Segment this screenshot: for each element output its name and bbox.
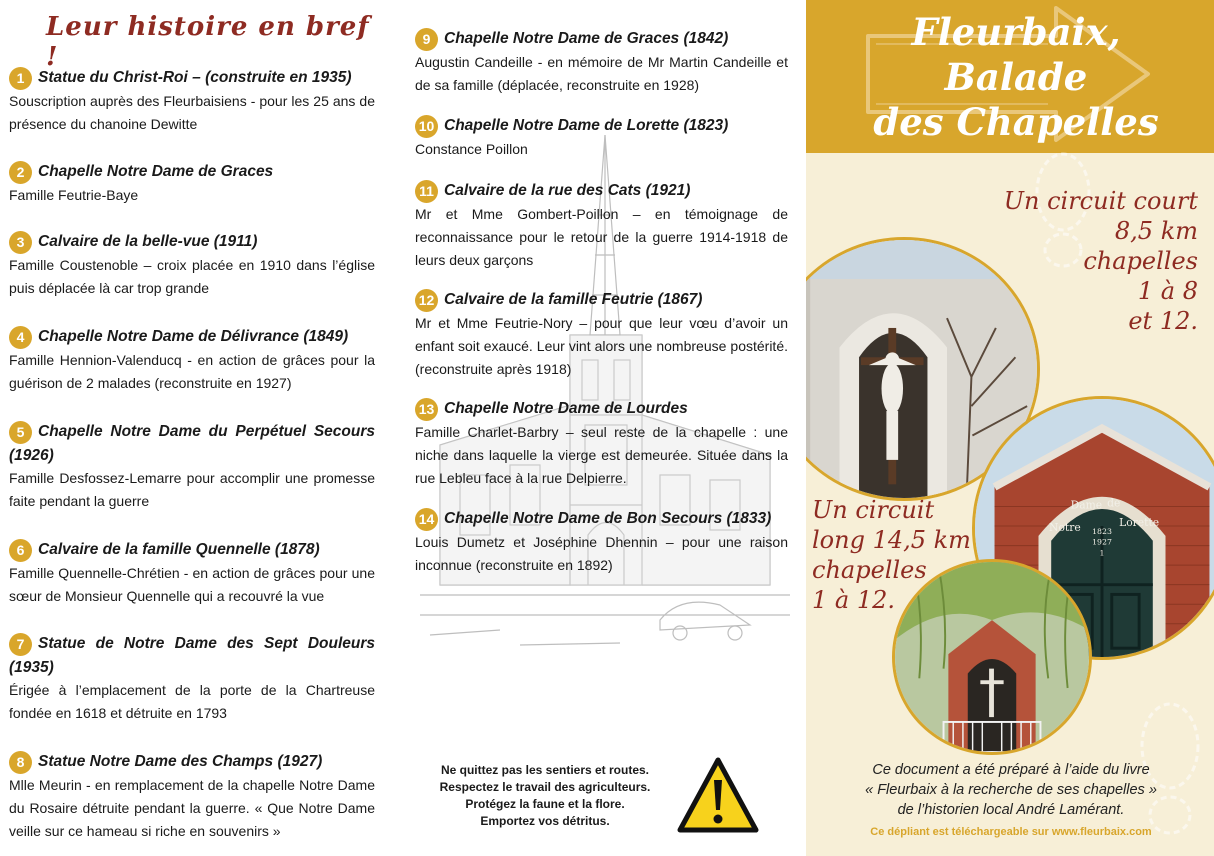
number-badge: 3	[9, 231, 32, 254]
entry-description: Famille Hennion-Valenducq - en action de grâces pour la guérison de 2 malades (reconstruite en 1927)	[9, 352, 375, 391]
entry-description: Louis Dumetz et Joséphine Dhennin – pour une raison inconnue (reconstruite en 1892)	[415, 534, 788, 573]
list-item	[9, 325, 375, 395]
number-badge: 2	[9, 161, 32, 184]
entry-description: Érigée à l’emplacement de la porte de la Chartreuse fondée en 1618 et détruite en 1793	[9, 682, 375, 721]
chapel-inscription-text: Dame	[1070, 498, 1103, 512]
entry-description: Mlle Meurin - en remplacement de la chapelle Notre Dame du Rosaire détruite pendant la guerre. « Que Notre Dame veille sur ce hameau si riche en souvenirs »	[9, 777, 375, 839]
entry-description: Famille Quennelle-Chrétien - en action de grâces pour une sœur de Monsieur Quennelle qui a recouvré la vue	[9, 565, 375, 604]
list-item	[9, 160, 375, 207]
list-item	[415, 288, 788, 381]
entry-description: Famille Charlet-Barbry – seul reste de la chapelle : une niche dans laquelle la vierge est demeurée. Située dans la rue Lebleu face à la rue Delpierre.	[415, 424, 788, 486]
entry-description: Augustin Candeille - en mémoire de Mr Martin Candeille et de sa famille (déplacée, reconstruite en 1928)	[415, 54, 788, 93]
list-item	[415, 114, 788, 161]
chapel-date-text: 1	[1099, 548, 1105, 558]
entry-title: Calvaire de la rue des Cats (1921)	[444, 182, 691, 199]
warning-icon	[676, 756, 760, 834]
entry-title: Chapelle Notre Dame de Lourdes	[444, 400, 688, 417]
number-badge: 11	[415, 180, 438, 203]
chapel-date-text: 1927	[1092, 537, 1112, 547]
download-note: Ce dépliant est téléchargeable sur www.fleurbaix.com	[870, 826, 1152, 838]
entry-title: Chapelle Notre Dame de Graces	[38, 163, 274, 180]
chapel-inscription-text: de	[1107, 496, 1121, 510]
list-item	[9, 420, 375, 513]
number-badge: 8	[9, 751, 32, 774]
left-column	[0, 0, 390, 856]
entry-title: Statue de Notre Dame des Sept Douleurs (1935)	[9, 635, 375, 676]
entry-title: Statue Notre Dame des Champs (1927)	[38, 753, 323, 770]
number-badge: 1	[9, 67, 32, 90]
entry-title: Calvaire de la belle-vue (1911)	[38, 233, 258, 250]
entry-description: Famille Coustenoble – croix placée en 1910 dans l’église puis déplacée là car trop grande	[9, 257, 375, 296]
credit-text: Ce document a été préparé à l’aide du livre « Fleurbaix à la recherche de ses chapelles » de l’historien local André Lamérant.	[865, 762, 1157, 818]
section-heading: Leur histoire en bref !	[46, 12, 370, 72]
list-item	[9, 750, 375, 843]
entry-description: Famille Desfossez-Lemarre pour accomplir une promesse faite pendant la guerre	[9, 470, 375, 509]
entry-description: Famille Feutrie-Baye	[9, 187, 139, 203]
entry-title: Calvaire de la famille Feutrie (1867)	[444, 291, 703, 308]
right-panel	[806, 0, 1214, 856]
number-badge: 13	[415, 398, 438, 421]
page-title: Fleurbaix, Balade des Chapelles	[873, 10, 1159, 144]
number-badge: 9	[415, 28, 438, 51]
entry-title: Chapelle Notre Dame de Graces (1842)	[444, 30, 729, 47]
list-item	[415, 179, 788, 272]
entry-description: Souscription auprès des Fleurbaisiens - pour les 25 ans de présence du chanoine Dewitte	[9, 93, 375, 132]
number-badge: 10	[415, 115, 438, 138]
chapel-inscription-text: Lorette	[1119, 516, 1160, 530]
number-badge: 12	[415, 289, 438, 312]
entry-title: Chapelle Notre Dame de Lorette (1823)	[444, 117, 729, 134]
number-badge: 7	[9, 633, 32, 656]
chapel-willow-photo	[892, 559, 1092, 755]
short-circuit-text: Un circuit court 8,5 km chapelles 1 à 8 et 12.	[1003, 187, 1198, 335]
title-banner	[806, 0, 1214, 153]
entry-title: Calvaire de la famille Quennelle (1878)	[38, 541, 320, 558]
entry-description: Mr et Mme Feutrie-Nory – pour que leur vœu d’avoir un enfant soit exaucé. Leur vint alors une nombreuse postérité. (reconstruite après 1918)	[415, 315, 788, 377]
list-item	[9, 538, 375, 608]
list-item	[415, 27, 788, 97]
list-item	[9, 632, 375, 725]
long-circuit-text: Un circuit long 14,5 km chapelles 1 à 12.	[812, 496, 971, 614]
entry-title: Chapelle Notre Dame du Perpétuel Secours (1926)	[9, 423, 375, 464]
number-badge: 4	[9, 326, 32, 349]
entry-description: Mr et Mme Gombert-Poillon – en témoignage de reconnaissance pour le retour de la guerre 1914-1918 de leurs deux garçons	[415, 206, 788, 268]
entry-title: Chapelle Notre Dame de Bon Secours (1833)	[444, 510, 772, 527]
middle-column	[402, 0, 798, 856]
list-item	[415, 507, 788, 577]
list-item	[415, 397, 788, 490]
warning-text: Ne quittez pas les sentiers et routes. Respectez le travail des agriculteurs. Protégez la faune et la flore. Emportez vos détritus.	[439, 763, 651, 828]
chapel-inscription-text: Notre	[1049, 520, 1081, 534]
entry-title: Chapelle Notre Dame de Délivrance (1849)	[38, 328, 349, 345]
number-badge: 5	[9, 421, 32, 444]
number-badge: 14	[415, 508, 438, 531]
list-item	[9, 230, 375, 300]
entry-description: Constance Poillon	[415, 141, 528, 157]
chapel-date-text: 1823	[1092, 526, 1112, 536]
list-item	[9, 66, 375, 136]
number-badge: 6	[9, 539, 32, 562]
entry-title: Statue du Christ-Roi – (construite en 1935)	[38, 69, 352, 86]
